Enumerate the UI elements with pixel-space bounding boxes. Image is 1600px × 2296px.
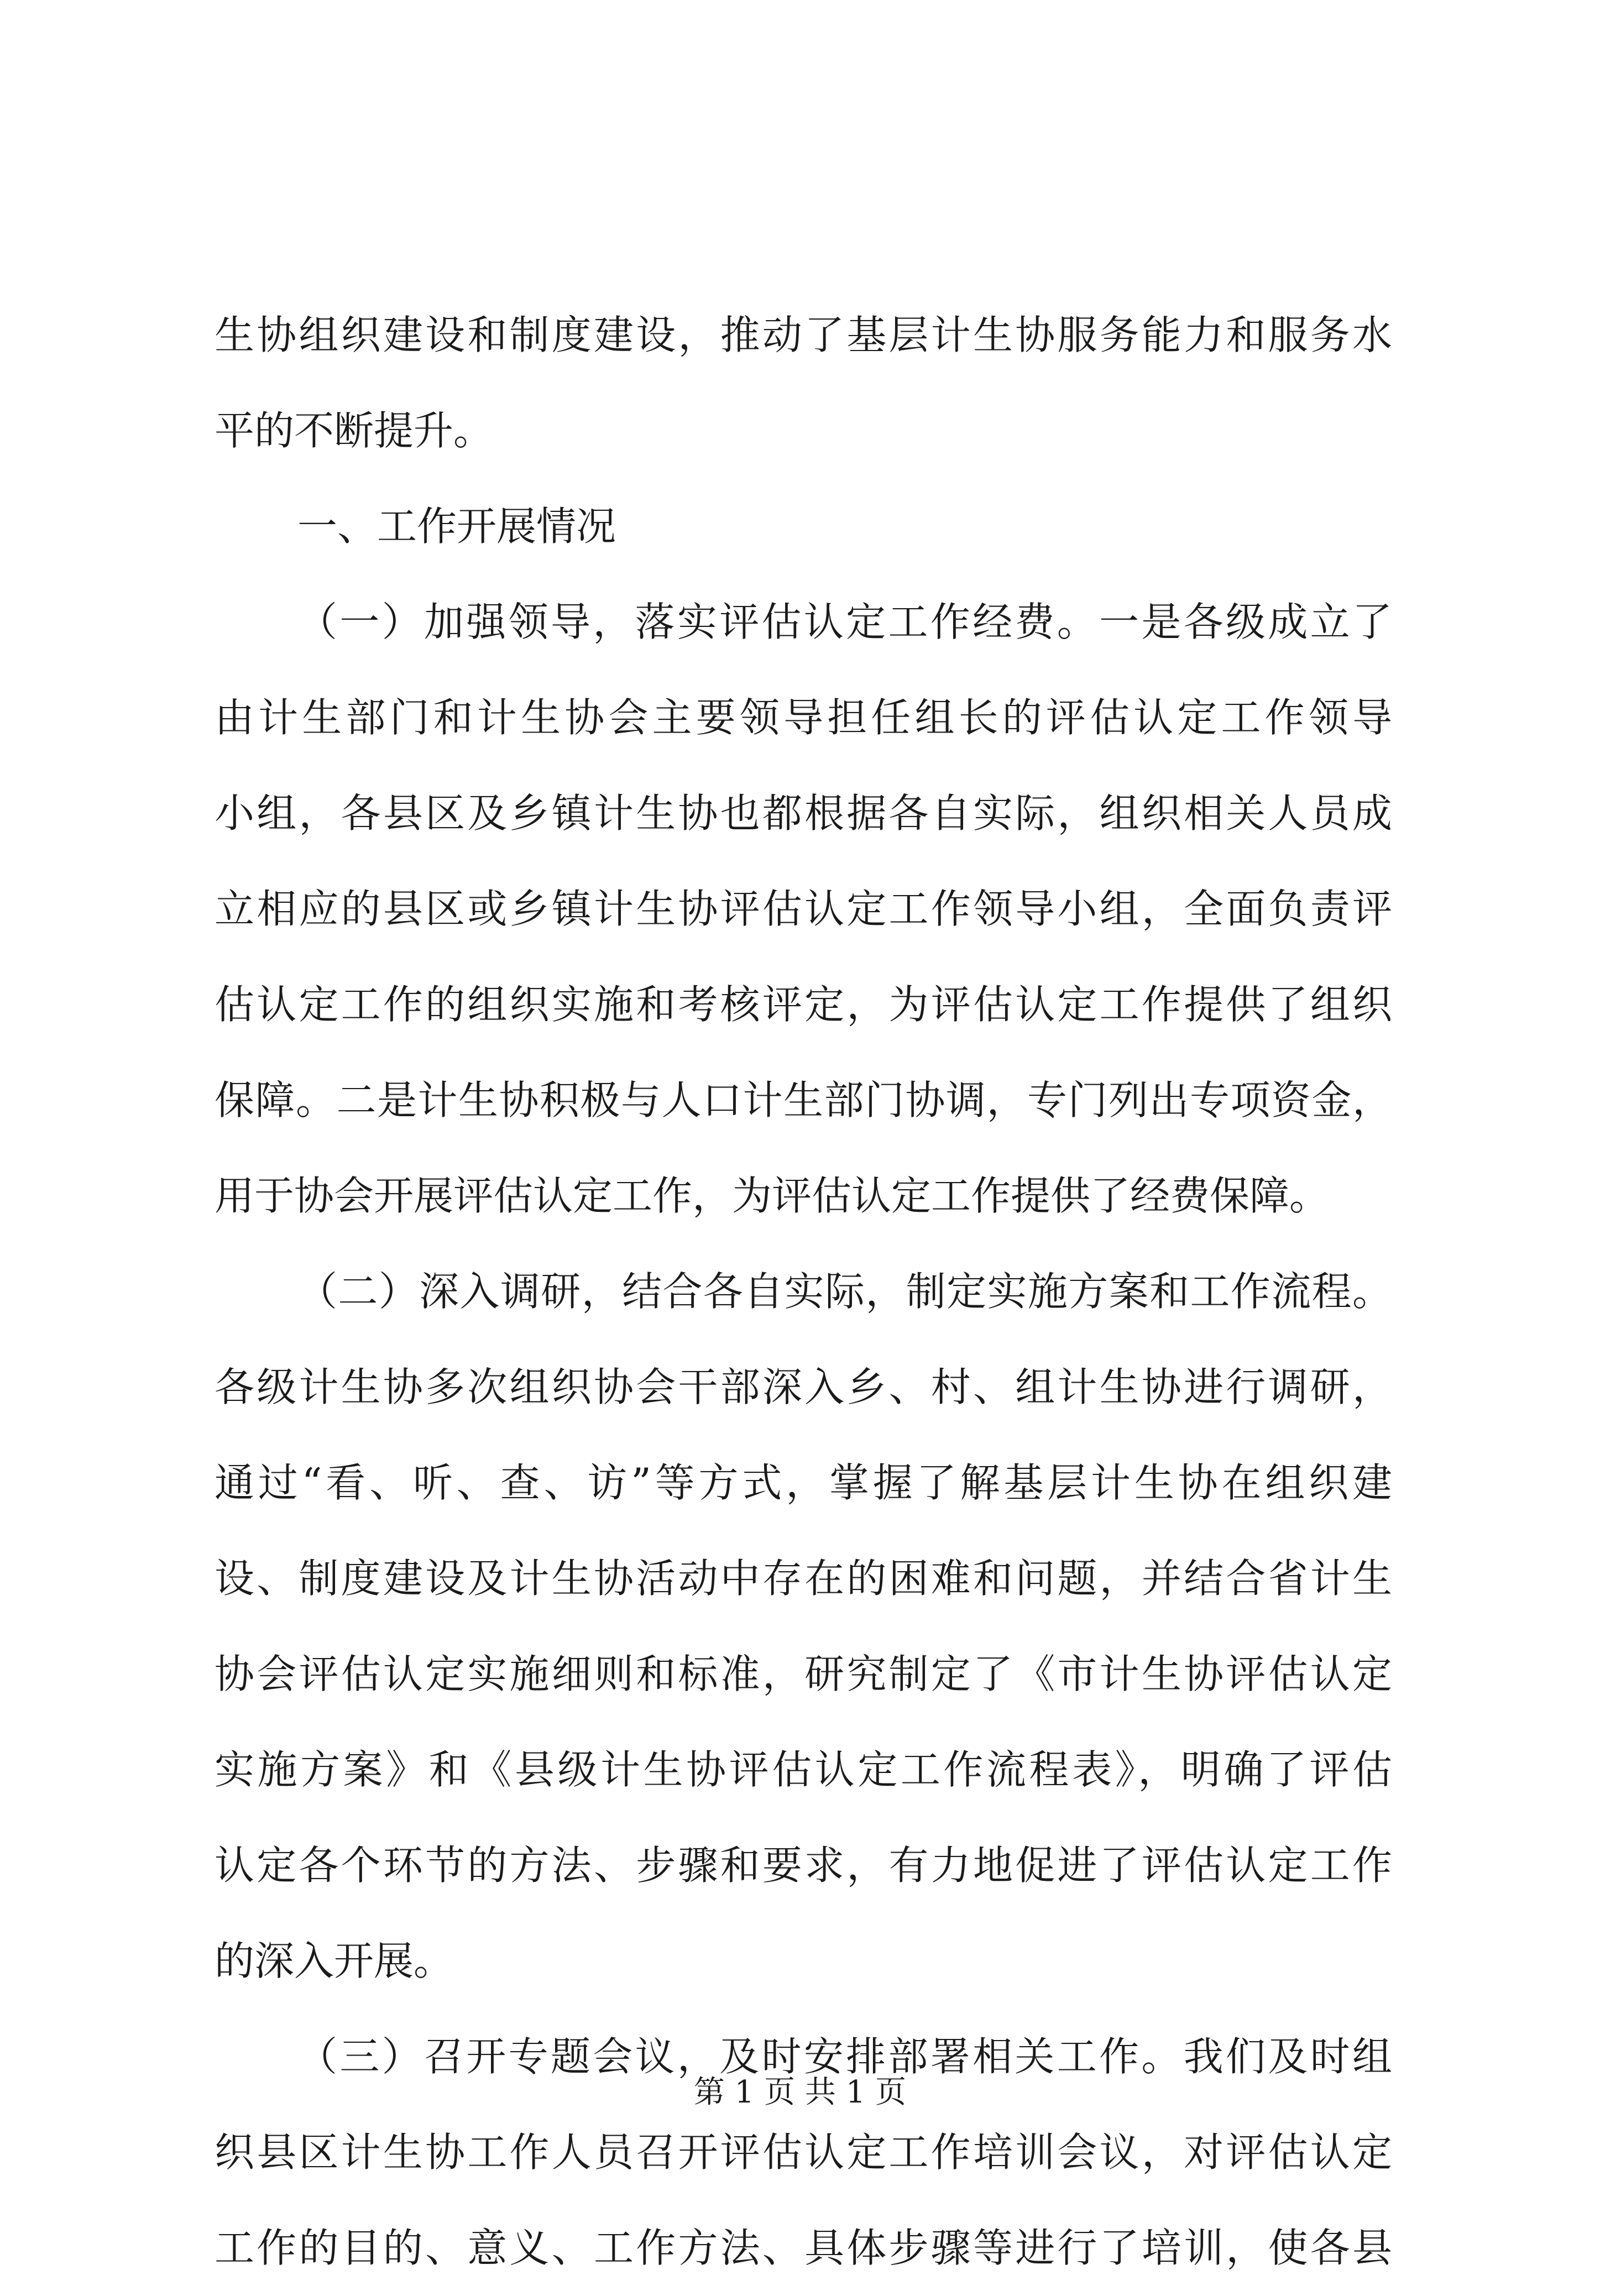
text-line: 小组，各县区及乡镇计生协也都根据各自实际，组织相关人员成	[215, 790, 1392, 836]
paragraph-first-line: （一）加强领导，落实评估认定工作经费。一是各级成立了	[297, 599, 1392, 645]
text-line: 估认定工作的组织实施和考核评定，为评估认定工作提供了组织	[215, 981, 1392, 1028]
text-line: 生协组织建设和制度建设，推动了基层计生协服务能力和服务水	[215, 312, 1392, 358]
text-line: 织县区计生协工作人员召开评估认定工作培训会议，对评估认定	[215, 2129, 1392, 2175]
text-line: 平的不断提升。	[215, 407, 494, 454]
text-line: 的深入开展。	[215, 1938, 454, 1984]
text-line: 用于协会开展评估认定工作，为评估认定工作提供了经费保障。	[215, 1173, 1330, 1219]
document-body	[215, 287, 1392, 2296]
text-line: 各级计生协多次组织协会干部深入乡、村、组计生协进行调研，	[215, 1364, 1392, 1410]
page-footer	[0, 2070, 1600, 2115]
paragraph-first-line: （二）深入调研，结合各自实际，制定实施方案和工作流程。	[297, 1268, 1392, 1315]
text-line: 工作的目的、意义、工作方法、具体步骤等进行了培训，使各县	[215, 2225, 1392, 2271]
text-line: 认定各个环节的方法、步骤和要求，有力地促进了评估认定工作	[215, 1842, 1392, 1889]
text-line: 立相应的县区或乡镇计生协评估认定工作领导小组，全面负责评	[215, 886, 1392, 932]
text-line: 协会评估认定实施细则和标准，研究制定了《市计生协评估认定	[215, 1651, 1392, 1697]
text-line: 设、制度建设及计生协活动中存在的困难和问题，并结合省计生	[215, 1555, 1392, 1602]
section-heading: 一、工作开展情况	[297, 503, 616, 550]
text-line: 由计生部门和计生协会主要领导担任组长的评估认定工作领导	[215, 694, 1392, 741]
text-line: 通过“看、听、查、访”等方式，掌握了解基层计生协在组织建	[215, 1460, 1392, 1506]
page-number-label: 第 1 页 共 1 页	[693, 2074, 907, 2110]
text-line: 实施方案》和《县级计生协评估认定工作流程表》，明确了评估	[215, 1746, 1392, 1793]
text-line: 保障。二是计生协积极与人口计生部门协调，专门列出专项资金，	[215, 1077, 1392, 1123]
paragraph-first-line: （三）召开专题会议，及时安排部署相关工作。我们及时组	[297, 2033, 1392, 2080]
